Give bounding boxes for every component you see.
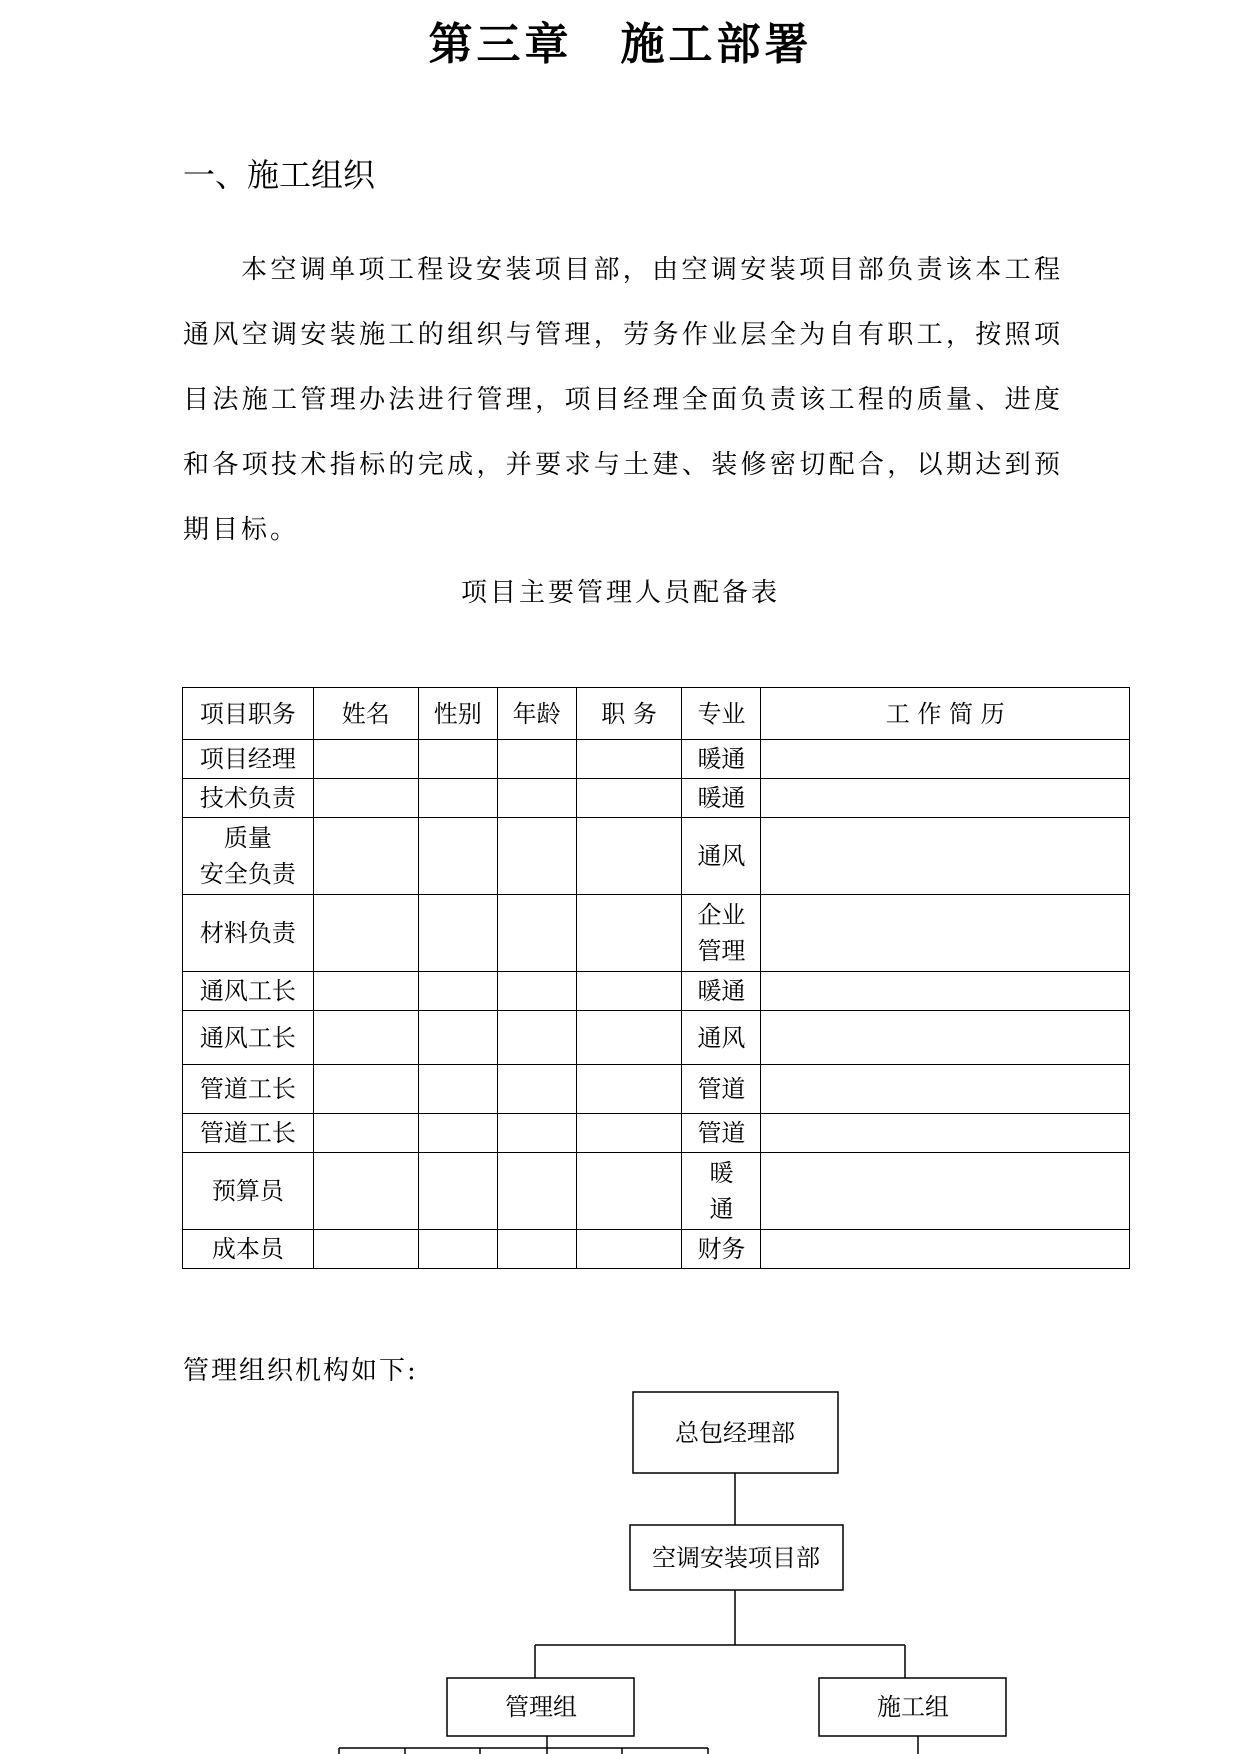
major-cell: 管道 [682,1065,761,1114]
page-title: 第三章 施工部署 [428,19,813,70]
position-cell: 技术负责 [183,779,314,818]
org-node-label: 空调安装项目部 [652,1544,820,1572]
position-cell: 质量 安全负责 [183,818,314,895]
org-node-top [633,1392,838,1473]
org-chart-intro: 管理组织机构如下: [183,1356,418,1386]
major-cell: 暖通 [682,740,761,779]
major-cell: 通风 [682,1011,761,1065]
org-node-right [819,1678,1006,1736]
major-cell: 管道 [682,1114,761,1153]
position-cell: 预算员 [183,1153,314,1230]
position-cell: 项目经理 [183,740,314,779]
header-cell: 专业 [682,688,761,740]
position-cell: 材料负责 [183,895,314,972]
major-cell: 暖通 [682,972,761,1011]
position-cell: 管道工长 [183,1065,314,1114]
section-heading: 一、施工组织 [183,156,376,194]
major-cell: 企业 管理 [682,895,761,972]
position-cell: 通风工长 [183,1011,314,1065]
header-cell: 工 作 简 历 [761,688,1130,740]
org-node-label: 管理组 [505,1693,577,1721]
major-cell: 暖 通 [682,1153,761,1230]
position-cell: 管道工长 [183,1114,314,1153]
org-node-label: 总包经理部 [675,1419,795,1447]
header-cell: 项目职务 [183,688,314,740]
position-cell: 成本员 [183,1230,314,1269]
header-cell: 性别 [418,688,497,740]
major-cell: 暖通 [682,779,761,818]
table-caption: 项目主要管理人员配备表 [460,578,780,608]
position-cell: 通风工长 [183,972,314,1011]
header-cell: 年龄 [497,688,576,740]
org-node-left [447,1678,634,1736]
header-cell: 姓名 [313,688,418,740]
body-paragraph: 本空调单项工程设安装项目部，由空调安装项目部负责该本工程通风空调安装施工的组织与管理，劳务作业层全为自有职工，按照项目法施工管理办法进行管理，项目经理全面负责该工程的质量、进度和各项技术指标的完成，并要求与土建、装修密切配合，以期达到预期目标。 [183,255,1063,545]
major-cell: 通风 [682,818,761,895]
major-cell: 财务 [682,1230,761,1269]
header-cell: 职 务 [576,688,682,740]
org-node-middle [630,1525,843,1590]
org-node-label: 施工组 [877,1693,949,1721]
